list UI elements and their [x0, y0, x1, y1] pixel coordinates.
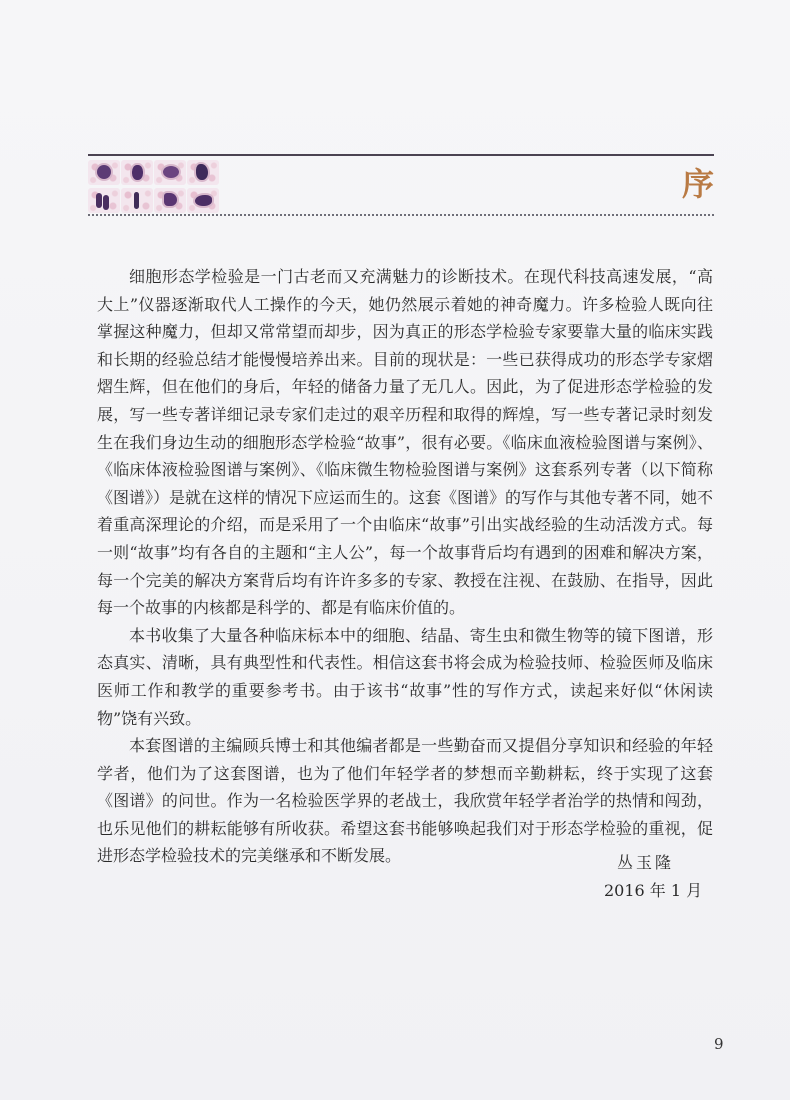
paragraph-2: 本书收集了大量各种临床标本中的细胞、结晶、寄生虫和微生物等的镜下图谱，形态真实、清晰，具有典型性和代表性。相信这套书将会成为检验技师、检验医师及临床医师工作和教学的重要参考书。由于该书“故事”性的写作方式，读起来好似“休闲读物”饶有兴致。 — [97, 625, 713, 728]
signature-date: 2016 年 1 月 — [604, 881, 703, 900]
cell-thumbnail-7 — [154, 188, 186, 213]
header-top-rule — [88, 154, 714, 156]
cell-thumbnail-5 — [88, 188, 120, 213]
preface-body — [97, 263, 713, 870]
paragraph-1: 细胞形态学检验是一门古老而又充满魅力的诊断技术。在现代科技高速发展，“高大上”仪器逐渐取代人工操作的今天，她仍然展示着她的神奇魔力。许多检验人既向往掌握这种魔力，但却又常常望而却步，因为真正的形态学检验专家要靠大量的临床实践和长期的经验总结才能慢慢培养出来。目前的现状是：一些已获得成功的形态学专家熠熠生辉，但在他们的身后，年轻的储备力量了无几人。因此，为了促进形态学检验的发展，写一些专著详细记录专家们走过的艰辛历程和取得的辉煌，写一些专著记录时刻发生在我们身边生动的细胞形态学检验“故事”，很有必要。《临床血液检验图谱与案例》、《临床体液检验图谱与案例》、《临床微生物检验图谱与案例》这套系列专著（以下简称《图谱》）是就在这样的情况下应运而生的。这套《图谱》的写作与其他专著不同，她不着重高深理论的介绍，而是采用了一个由临床“故事”引出实战经验的生动活泼方式。每一则“故事”均有各自的主题和“主人公”，每一个故事背后均有遇到的困难和解决方案，每一个完美的解决方案背后均有许许多多的专家、教授在注视、在鼓励、在指导，因此每一个故事的内核都是科学的、都是有临床价值的。 — [97, 267, 714, 618]
paragraph-3: 本套图谱的主编顾兵博士和其他编者都是一些勤奋而又提倡分享知识和经验的年轻学者，他们为了这套图谱，也为了他们年轻学者的梦想而辛勤耕耘，终于实现了这套《图谱》的问世。作为一名检验医学界的老战士，我欣赏年轻学者治学的热情和闯劲，也乐见他们的耕耘能够有所收获。希望这套书能够唤起我们对于形态学检验的重视，促进形态学检验技术的完美继承和不断发展。 — [97, 736, 713, 866]
page-number: 9 — [714, 1035, 724, 1053]
cell-image-strip — [88, 160, 218, 214]
cell-thumbnail-8 — [187, 188, 219, 213]
author-signature: 丛玉隆 — [617, 853, 675, 872]
section-title: 序 — [681, 165, 714, 203]
cell-thumbnail-1 — [88, 160, 120, 185]
header-dotted-rule — [88, 214, 714, 216]
cell-thumbnail-6 — [121, 188, 153, 213]
cell-thumbnail-3 — [154, 160, 186, 185]
cell-thumbnail-2 — [121, 160, 153, 185]
cell-thumbnail-4 — [187, 160, 219, 185]
